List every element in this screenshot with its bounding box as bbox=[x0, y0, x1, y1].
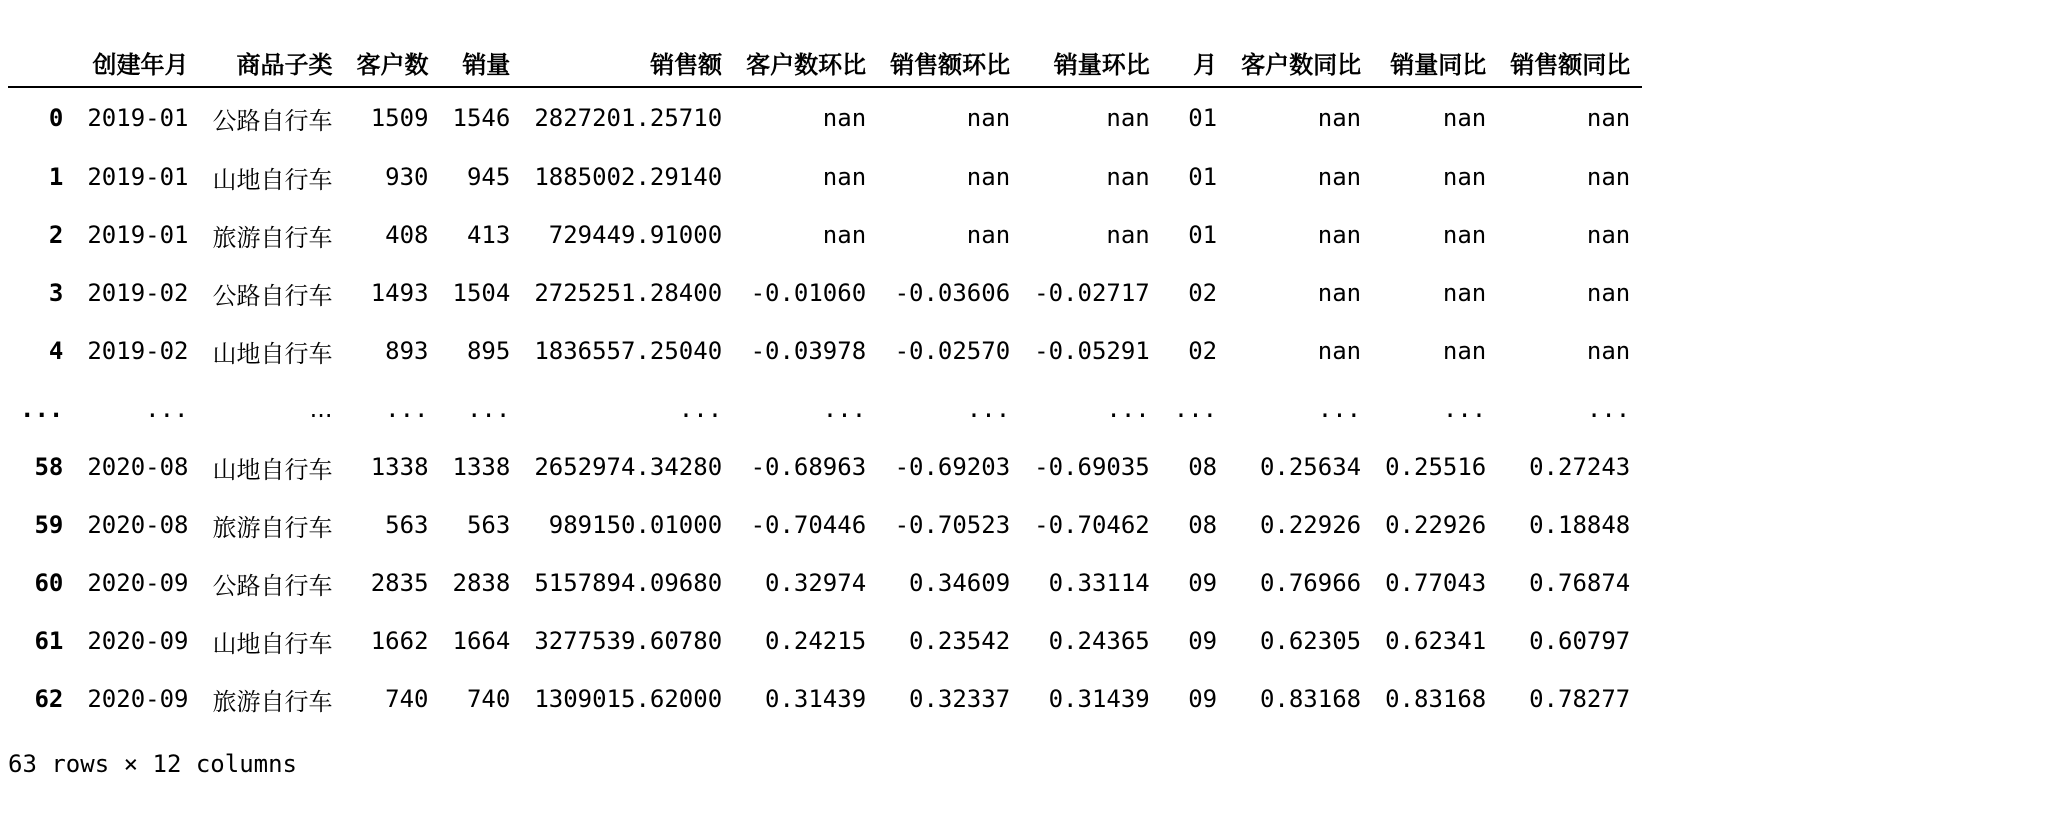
table-cell: ... bbox=[1586, 395, 1631, 423]
table-cell: ... bbox=[1173, 395, 1218, 423]
table-cell: nan bbox=[1106, 163, 1150, 191]
table-cell: 2835 bbox=[370, 569, 429, 597]
column-header: 创建年月 bbox=[75, 38, 200, 87]
table-cell: nan bbox=[1317, 104, 1362, 132]
table-cell: 2019-02 bbox=[87, 279, 189, 307]
table-cell: 1546 bbox=[452, 104, 511, 132]
column-header: 销量同比 bbox=[1373, 38, 1498, 87]
table-row bbox=[8, 438, 1642, 496]
table-cell: 01 bbox=[1188, 104, 1218, 132]
table-cell: 0.34609 bbox=[909, 569, 1011, 597]
table-cell: 公路自行车 bbox=[212, 571, 333, 600]
row-index: 58 bbox=[34, 453, 64, 481]
table-cell: 2019-01 bbox=[87, 163, 189, 191]
row-index: 62 bbox=[34, 685, 64, 713]
table-cell: 0.22926 bbox=[1385, 511, 1487, 539]
table-cell: 公路自行车 bbox=[212, 106, 333, 135]
dataframe-output bbox=[8, 38, 1642, 728]
table-cell: ... bbox=[309, 395, 333, 423]
table-cell: nan bbox=[1442, 163, 1487, 191]
table-cell: 0.83168 bbox=[1385, 685, 1487, 713]
header-row bbox=[8, 38, 1642, 87]
table-cell: nan bbox=[1586, 104, 1631, 132]
column-header: 销量环比 bbox=[1022, 38, 1162, 87]
table-cell: ... bbox=[1106, 395, 1150, 423]
table-cell: nan bbox=[822, 163, 867, 191]
table-cell: -0.02570 bbox=[894, 337, 1011, 365]
table-cell: nan bbox=[822, 221, 867, 249]
row-index: ... bbox=[20, 395, 64, 423]
table-cell: 0.60797 bbox=[1529, 627, 1631, 655]
table-cell: 3277539.60780 bbox=[534, 627, 723, 655]
table-cell: 01 bbox=[1188, 221, 1218, 249]
table-cell: 2652974.34280 bbox=[534, 453, 723, 481]
row-index: 2 bbox=[48, 221, 64, 249]
table-cell: 山地自行车 bbox=[212, 165, 333, 194]
table-cell: 413 bbox=[466, 221, 511, 249]
column-header: 商品子类 bbox=[201, 38, 345, 87]
table-cell: ... bbox=[1317, 395, 1362, 423]
table-cell: 2838 bbox=[452, 569, 511, 597]
table-cell: nan bbox=[1442, 337, 1487, 365]
table-cell: 0.24365 bbox=[1048, 627, 1150, 655]
table-cell: 729449.91000 bbox=[548, 221, 723, 249]
table-cell: 山地自行车 bbox=[212, 339, 333, 368]
table-cell: nan bbox=[1586, 337, 1631, 365]
table-cell: 2020-09 bbox=[87, 569, 189, 597]
table-cell: 0.22926 bbox=[1259, 511, 1362, 539]
table-cell: nan bbox=[966, 163, 1011, 191]
table-row bbox=[8, 670, 1642, 728]
table-cell: 5157894.09680 bbox=[534, 569, 723, 597]
table-cell: 2019-01 bbox=[87, 221, 189, 249]
table-cell: -0.01060 bbox=[750, 279, 867, 307]
table-cell: 1338 bbox=[452, 453, 511, 481]
table-cell: nan bbox=[1442, 279, 1487, 307]
column-header: 销售额同比 bbox=[1498, 38, 1642, 87]
table-cell: nan bbox=[966, 104, 1011, 132]
table-cell: 945 bbox=[466, 163, 511, 191]
table-cell: nan bbox=[1317, 279, 1362, 307]
table-cell: 563 bbox=[466, 511, 511, 539]
table-cell: -0.03606 bbox=[894, 279, 1011, 307]
table-cell: nan bbox=[1586, 163, 1631, 191]
table-cell: 1509 bbox=[370, 104, 429, 132]
table-row bbox=[8, 612, 1642, 670]
table-cell: 895 bbox=[466, 337, 511, 365]
table-cell: 0.78277 bbox=[1529, 685, 1631, 713]
table-body bbox=[8, 87, 1642, 728]
table-cell: 2020-09 bbox=[87, 685, 189, 713]
table-cell: 408 bbox=[385, 221, 429, 249]
table-cell: -0.02717 bbox=[1034, 279, 1150, 307]
table-cell: -0.70523 bbox=[894, 511, 1011, 539]
table-cell: 740 bbox=[466, 685, 511, 713]
table-cell: -0.68963 bbox=[750, 453, 867, 481]
row-index: 3 bbox=[48, 279, 64, 307]
table-cell: -0.70446 bbox=[750, 511, 867, 539]
table-cell: 2827201.25710 bbox=[534, 104, 723, 132]
table-cell: nan bbox=[1106, 104, 1150, 132]
table-cell: 02 bbox=[1188, 279, 1218, 307]
table-cell: 989150.01000 bbox=[548, 511, 723, 539]
table-row bbox=[8, 322, 1642, 380]
table-cell: 0.76874 bbox=[1529, 569, 1631, 597]
table-cell: 563 bbox=[385, 511, 429, 539]
table-cell: 1836557.25040 bbox=[534, 337, 723, 365]
table-cell: 09 bbox=[1188, 685, 1218, 713]
table-cell: -0.69203 bbox=[894, 453, 1011, 481]
table-row bbox=[8, 87, 1642, 148]
table-cell: 旅游自行车 bbox=[212, 223, 333, 252]
table-cell: 2020-08 bbox=[87, 453, 189, 481]
table-cell: 2019-02 bbox=[87, 337, 189, 365]
column-header: 客户数同比 bbox=[1229, 38, 1373, 87]
ellipsis-row bbox=[8, 380, 1642, 438]
table-cell: ... bbox=[385, 395, 429, 423]
table-header bbox=[8, 38, 1642, 87]
table-cell: 02 bbox=[1188, 337, 1218, 365]
table-cell: ... bbox=[822, 395, 867, 423]
table-cell: 0.31439 bbox=[765, 685, 867, 713]
table-cell: 0.27243 bbox=[1529, 453, 1631, 481]
dataframe-shape-footer: 63 rows × 12 columns bbox=[8, 750, 297, 778]
row-index: 61 bbox=[34, 627, 64, 655]
table-cell: 1662 bbox=[370, 627, 429, 655]
table-cell: ... bbox=[966, 395, 1011, 423]
row-index: 4 bbox=[48, 337, 64, 365]
table-cell: 2725251.28400 bbox=[534, 279, 723, 307]
table-cell: ... bbox=[678, 395, 723, 423]
table-cell: nan bbox=[1317, 337, 1362, 365]
column-header: 销售额环比 bbox=[878, 38, 1022, 87]
table-cell: nan bbox=[1317, 221, 1362, 249]
table-cell: 1309015.62000 bbox=[534, 685, 723, 713]
table-cell: 1493 bbox=[370, 279, 429, 307]
table-cell: 09 bbox=[1188, 569, 1218, 597]
table-cell: 09 bbox=[1188, 627, 1218, 655]
table-cell: 1885002.29140 bbox=[534, 163, 723, 191]
table-cell: -0.03978 bbox=[750, 337, 867, 365]
table-cell: 08 bbox=[1188, 453, 1218, 481]
table-cell: 0.18848 bbox=[1529, 511, 1631, 539]
table-row bbox=[8, 206, 1642, 264]
table-cell: 0.31439 bbox=[1048, 685, 1150, 713]
table-cell: 公路自行车 bbox=[212, 281, 333, 310]
table-cell: 0.24215 bbox=[765, 627, 867, 655]
column-header: 销售额 bbox=[522, 38, 734, 87]
table-cell: nan bbox=[1106, 221, 1150, 249]
table-cell: ... bbox=[145, 395, 189, 423]
column-header: 销量 bbox=[441, 38, 523, 87]
table-cell: 0.32337 bbox=[909, 685, 1011, 713]
table-cell: nan bbox=[822, 104, 867, 132]
table-cell: -0.05291 bbox=[1034, 337, 1150, 365]
table-cell: 0.76966 bbox=[1259, 569, 1362, 597]
table-cell: nan bbox=[1586, 221, 1631, 249]
table-cell: 0.32974 bbox=[765, 569, 867, 597]
table-cell: 2020-08 bbox=[87, 511, 189, 539]
row-index: 59 bbox=[34, 511, 64, 539]
table-cell: 旅游自行车 bbox=[212, 513, 333, 542]
table-cell: 0.23542 bbox=[909, 627, 1011, 655]
dataframe-table bbox=[8, 38, 1642, 728]
table-cell: ... bbox=[1442, 395, 1487, 423]
table-cell: nan bbox=[1442, 221, 1487, 249]
table-row bbox=[8, 264, 1642, 322]
table-cell: 山地自行车 bbox=[212, 629, 333, 658]
table-cell: 08 bbox=[1188, 511, 1218, 539]
column-header: 客户数环比 bbox=[734, 38, 878, 87]
table-cell: 0.62341 bbox=[1385, 627, 1487, 655]
index-column-header bbox=[8, 38, 75, 87]
table-cell: 山地自行车 bbox=[212, 455, 333, 484]
table-cell: nan bbox=[1586, 279, 1631, 307]
table-cell: 01 bbox=[1188, 163, 1218, 191]
table-cell: 1338 bbox=[370, 453, 429, 481]
table-cell: nan bbox=[1442, 104, 1487, 132]
table-cell: nan bbox=[1317, 163, 1362, 191]
table-cell: 0.25634 bbox=[1259, 453, 1362, 481]
table-cell: nan bbox=[966, 221, 1011, 249]
row-index: 0 bbox=[48, 104, 64, 132]
table-cell: 0.83168 bbox=[1259, 685, 1362, 713]
table-cell: 0.62305 bbox=[1259, 627, 1362, 655]
table-cell: -0.69035 bbox=[1034, 453, 1150, 481]
table-row bbox=[8, 496, 1642, 554]
table-cell: ... bbox=[466, 395, 511, 423]
table-cell: 1504 bbox=[452, 279, 511, 307]
table-row bbox=[8, 148, 1642, 206]
table-cell: 740 bbox=[385, 685, 429, 713]
table-cell: 2020-09 bbox=[87, 627, 189, 655]
table-row bbox=[8, 554, 1642, 612]
table-cell: 0.25516 bbox=[1385, 453, 1487, 481]
table-cell: 893 bbox=[385, 337, 429, 365]
column-header: 月 bbox=[1162, 38, 1229, 87]
table-cell: 2019-01 bbox=[87, 104, 189, 132]
table-cell: 0.77043 bbox=[1385, 569, 1487, 597]
row-index: 1 bbox=[48, 163, 64, 191]
table-cell: -0.70462 bbox=[1034, 511, 1150, 539]
table-cell: 1664 bbox=[452, 627, 511, 655]
row-index: 60 bbox=[34, 569, 64, 597]
table-cell: 0.33114 bbox=[1048, 569, 1150, 597]
table-cell: 930 bbox=[385, 163, 429, 191]
column-header: 客户数 bbox=[345, 38, 441, 87]
table-cell: 旅游自行车 bbox=[212, 687, 333, 716]
